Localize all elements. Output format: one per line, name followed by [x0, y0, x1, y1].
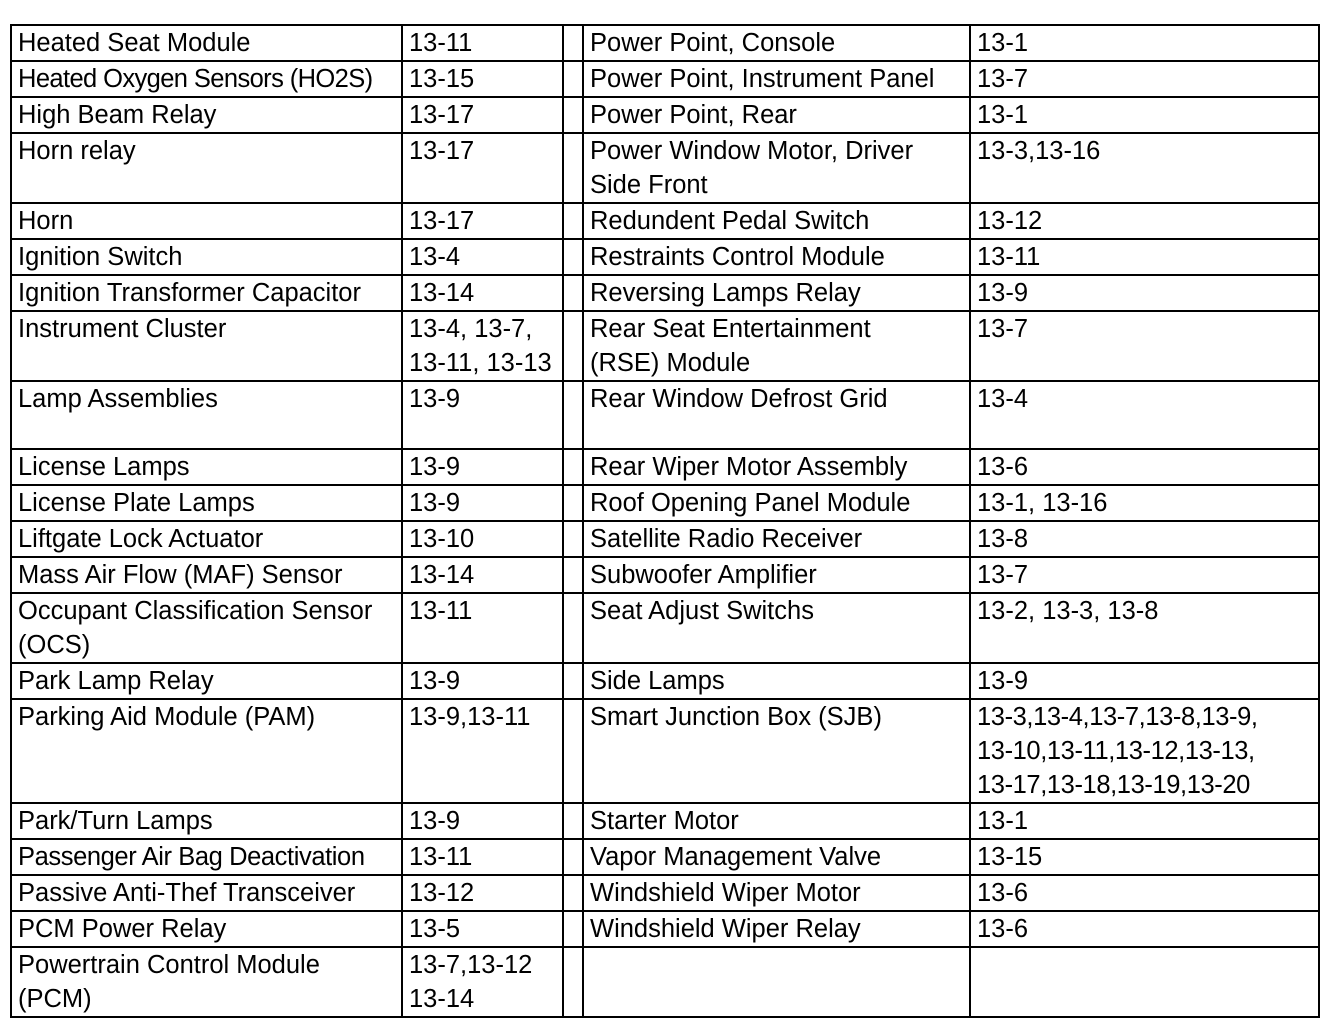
page-ref-cell: 13-11	[402, 593, 563, 663]
page-ref-cell: 13-14	[402, 275, 563, 311]
component-name-cell: Passenger Air Bag Deactivation	[11, 839, 402, 875]
component-name-cell: Power Point, Instrument Panel	[583, 61, 970, 97]
component-name-cell: Starter Motor	[583, 803, 970, 839]
column-gap-cell	[563, 449, 583, 485]
page-ref-cell: 13-15	[402, 61, 563, 97]
page-ref-cell: 13-12	[970, 203, 1319, 239]
page-ref-cell	[970, 947, 1319, 1017]
column-gap-cell	[563, 275, 583, 311]
column-gap-cell	[563, 947, 583, 1017]
page-ref-cell: 13-12	[402, 875, 563, 911]
column-gap-cell	[563, 203, 583, 239]
column-gap-cell	[563, 663, 583, 699]
page-ref-cell: 13-11	[402, 839, 563, 875]
component-name-cell: Parking Aid Module (PAM)	[11, 699, 402, 803]
column-gap-cell	[563, 911, 583, 947]
page-ref-cell: 13-17	[402, 203, 563, 239]
column-gap-cell	[563, 239, 583, 275]
page-ref-cell: 13-9	[970, 663, 1319, 699]
component-name-cell: License Lamps	[11, 449, 402, 485]
table-row	[11, 311, 1319, 381]
column-gap-cell	[563, 699, 583, 803]
component-name-cell: Satellite Radio Receiver	[583, 521, 970, 557]
column-gap-cell	[563, 97, 583, 133]
page-ref-cell: 13-10	[402, 521, 563, 557]
page-ref-cell: 13-9	[402, 381, 563, 449]
column-gap-cell	[563, 521, 583, 557]
page-ref-cell: 13-1	[970, 97, 1319, 133]
component-name-cell: PCM Power Relay	[11, 911, 402, 947]
component-name-cell: Occupant Classification Sensor (OCS)	[11, 593, 402, 663]
component-name-cell: Horn relay	[11, 133, 402, 203]
page-ref-cell: 13-3,13-16	[970, 133, 1319, 203]
component-name-cell: Reversing Lamps Relay	[583, 275, 970, 311]
component-name-cell: Park/Turn Lamps	[11, 803, 402, 839]
table-row	[11, 663, 1319, 699]
component-name-cell: Side Lamps	[583, 663, 970, 699]
component-name-cell: Heated Seat Module	[11, 25, 402, 61]
page-ref-cell: 13-1, 13-16	[970, 485, 1319, 521]
component-name-cell: Windshield Wiper Relay	[583, 911, 970, 947]
page-ref-cell: 13-7	[970, 557, 1319, 593]
table-row	[11, 61, 1319, 97]
table-row	[11, 875, 1319, 911]
component-name-cell: Power Window Motor, Driver Side Front	[583, 133, 970, 203]
component-name-cell: Lamp Assemblies	[11, 381, 402, 449]
component-name-cell: Ignition Transformer Capacitor	[11, 275, 402, 311]
page-ref-cell: 13-9	[402, 803, 563, 839]
page-ref-cell: 13-7	[970, 311, 1319, 381]
column-gap-cell	[563, 593, 583, 663]
page-ref-cell: 13-9,13-11	[402, 699, 563, 803]
component-name-cell: Heated Oxygen Sensors (HO2S)	[11, 61, 402, 97]
column-gap-cell	[563, 839, 583, 875]
page-ref-cell: 13-17	[402, 133, 563, 203]
component-name-cell: Roof Opening Panel Module	[583, 485, 970, 521]
component-name-cell: Redundent Pedal Switch	[583, 203, 970, 239]
component-name-cell	[583, 947, 970, 1017]
table-row	[11, 699, 1319, 803]
page-ref-cell: 13-4	[970, 381, 1319, 449]
page-ref-cell: 13-7,13-12 13-14	[402, 947, 563, 1017]
table-row	[11, 97, 1319, 133]
page-ref-cell: 13-9	[402, 449, 563, 485]
component-index-table	[10, 24, 1320, 1018]
table-row	[11, 449, 1319, 485]
column-gap-cell	[563, 485, 583, 521]
page-ref-cell: 13-9	[402, 663, 563, 699]
table-row	[11, 839, 1319, 875]
page-ref-cell: 13-11	[970, 239, 1319, 275]
page-ref-cell: 13-1	[970, 803, 1319, 839]
table-row	[11, 203, 1319, 239]
component-name-cell: License Plate Lamps	[11, 485, 402, 521]
component-name-cell: Horn	[11, 203, 402, 239]
page-ref-cell: 13-1	[970, 25, 1319, 61]
page-ref-cell: 13-9	[402, 485, 563, 521]
table-row	[11, 239, 1319, 275]
component-name-cell: Windshield Wiper Motor	[583, 875, 970, 911]
component-name-cell: Instrument Cluster	[11, 311, 402, 381]
table-row	[11, 911, 1319, 947]
table-row	[11, 593, 1319, 663]
page-ref-cell: 13-6	[970, 449, 1319, 485]
column-gap-cell	[563, 381, 583, 449]
component-name-cell: Passive Anti-Thef Transceiver	[11, 875, 402, 911]
component-name-cell: Powertrain Control Module (PCM)	[11, 947, 402, 1017]
page-ref-cell: 13-6	[970, 911, 1319, 947]
component-name-cell: Rear Seat Entertainment (RSE) Module	[583, 311, 970, 381]
page-ref-cell: 13-5	[402, 911, 563, 947]
page-ref-cell: 13-11	[402, 25, 563, 61]
component-name-cell: High Beam Relay	[11, 97, 402, 133]
column-gap-cell	[563, 25, 583, 61]
page-ref-cell: 13-8	[970, 521, 1319, 557]
component-name-cell: Restraints Control Module	[583, 239, 970, 275]
page-ref-cell: 13-6	[970, 875, 1319, 911]
page-ref-cell: 13-4, 13-7, 13-11, 13-13	[402, 311, 563, 381]
column-gap-cell	[563, 875, 583, 911]
column-gap-cell	[563, 133, 583, 203]
page-ref-cell: 13-9	[970, 275, 1319, 311]
component-name-cell: Power Point, Rear	[583, 97, 970, 133]
component-name-cell: Seat Adjust Switchs	[583, 593, 970, 663]
table-row	[11, 521, 1319, 557]
table-row	[11, 557, 1319, 593]
component-name-cell: Mass Air Flow (MAF) Sensor	[11, 557, 402, 593]
page-ref-cell: 13-17	[402, 97, 563, 133]
component-name-cell: Smart Junction Box (SJB)	[583, 699, 970, 803]
page-ref-cell: 13-4	[402, 239, 563, 275]
component-name-cell: Rear Wiper Motor Assembly	[583, 449, 970, 485]
component-name-cell: Power Point, Console	[583, 25, 970, 61]
component-name-cell: Park Lamp Relay	[11, 663, 402, 699]
page-ref-cell: 13-2, 13-3, 13-8	[970, 593, 1319, 663]
table-row	[11, 133, 1319, 203]
component-name-cell: Rear Window Defrost Grid	[583, 381, 970, 449]
column-gap-cell	[563, 803, 583, 839]
table-row	[11, 485, 1319, 521]
component-name-cell: Vapor Management Valve	[583, 839, 970, 875]
column-gap-cell	[563, 311, 583, 381]
table-row	[11, 381, 1319, 449]
table-row	[11, 25, 1319, 61]
column-gap-cell	[563, 61, 583, 97]
page-ref-cell: 13-14	[402, 557, 563, 593]
table-row	[11, 275, 1319, 311]
component-name-cell: Liftgate Lock Actuator	[11, 521, 402, 557]
component-name-cell: Ignition Switch	[11, 239, 402, 275]
component-name-cell: Subwoofer Amplifier	[583, 557, 970, 593]
table-row	[11, 947, 1319, 1017]
page-ref-cell: 13-7	[970, 61, 1319, 97]
column-gap-cell	[563, 557, 583, 593]
table-row	[11, 803, 1319, 839]
page-ref-cell: 13-15	[970, 839, 1319, 875]
page-ref-cell: 13-3,13-4,13-7,13-8,13-9, 13-10,13-11,13-12,13-13, 13-17,13-18,13-19,13-20	[970, 699, 1319, 803]
